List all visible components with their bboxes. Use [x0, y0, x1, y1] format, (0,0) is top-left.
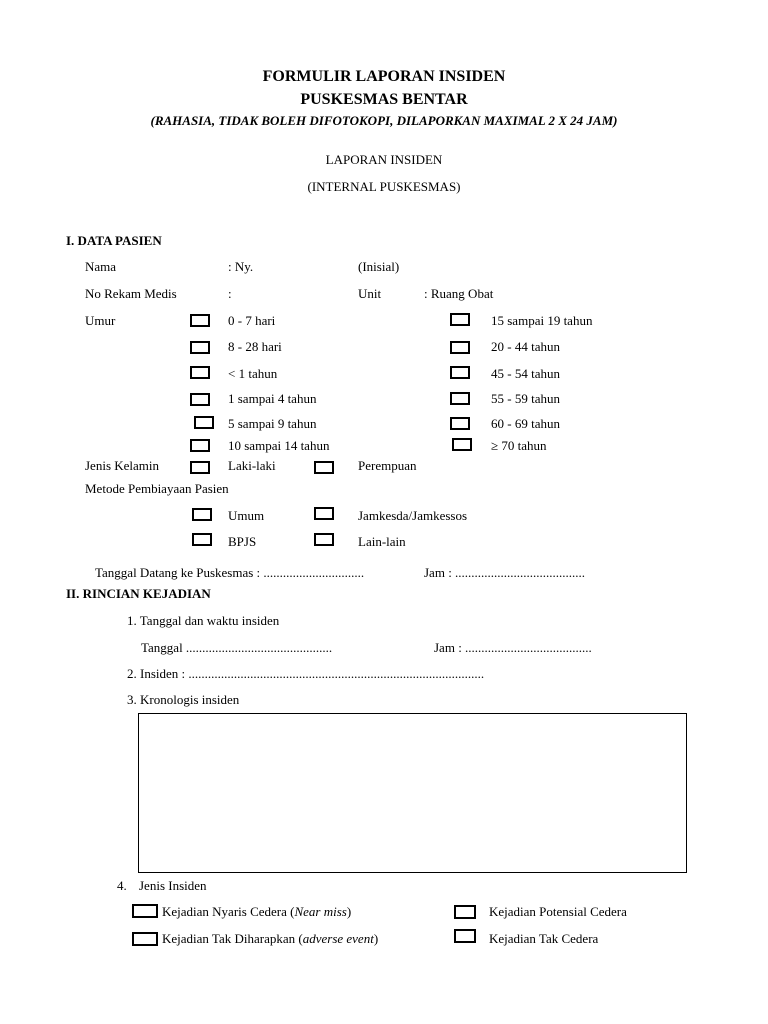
chronology-textbox[interactable] — [138, 713, 687, 873]
gender-label: Jenis Kelamin — [85, 458, 160, 473]
age-checkbox[interactable] — [190, 314, 210, 327]
rekam-medis-label: No Rekam Medis — [85, 286, 177, 301]
nama-label: Nama — [85, 259, 117, 274]
pay-lain-checkbox[interactable] — [314, 533, 334, 546]
age-option: 15 sampai 19 tahun — [491, 313, 593, 328]
item-1-label: 1. Tanggal dan waktu insiden — [127, 613, 280, 628]
gender-male-label: Laki-laki — [228, 458, 276, 473]
umur-label: Umur — [85, 313, 116, 328]
report-scope: (INTERNAL PUSKESMAS) — [307, 179, 461, 194]
payment-label: Metode Pembiayaan Pasien — [85, 481, 229, 496]
type-near-miss-label: Kejadian Nyaris Cedera (Near miss) — [162, 904, 352, 919]
incident-time-field[interactable]: Jam : ....................................... — [434, 640, 592, 655]
pay-jamkesda-checkbox[interactable] — [314, 507, 334, 520]
type-adverse-label: Kejadian Tak Diharapkan (adverse event) — [162, 931, 379, 946]
pay-bpjs-label: BPJS — [228, 534, 257, 549]
type-no-injury-checkbox[interactable] — [454, 929, 476, 943]
type-adverse-checkbox[interactable] — [132, 932, 158, 946]
form-subtitle: PUSKESMAS BENTAR — [300, 91, 468, 108]
section-rincian-kejadian: II. RINCIAN KEJADIAN — [66, 586, 211, 601]
gender-male-checkbox[interactable] — [190, 461, 210, 474]
incident-date-field[interactable]: Tanggal ............................................. — [141, 640, 333, 655]
item-4-label: Jenis Insiden — [139, 878, 207, 893]
item-4-number: 4. — [117, 878, 127, 893]
pay-lain-label: Lain-lain — [358, 534, 406, 549]
type-no-injury-label: Kejadian Tak Cedera — [489, 931, 599, 946]
age-checkbox[interactable] — [190, 341, 210, 354]
age-option: 0 - 7 hari — [228, 313, 276, 328]
type-potential-label: Kejadian Potensial Cedera — [489, 904, 627, 919]
rekam-medis-value: : — [228, 286, 232, 301]
pay-umum-checkbox[interactable] — [192, 508, 212, 521]
age-checkbox[interactable] — [450, 341, 470, 354]
arrival-time-field[interactable]: Jam : ........................................ — [424, 565, 586, 580]
unit-value: : Ruang Obat — [424, 286, 494, 301]
gender-female-checkbox[interactable] — [314, 461, 334, 474]
nama-value: : Ny. — [228, 259, 254, 274]
type-near-miss-checkbox[interactable] — [132, 904, 158, 918]
gender-female-label: Perempuan — [358, 458, 417, 473]
age-checkbox[interactable] — [452, 438, 472, 451]
form-title: FORMULIR LAPORAN INSIDEN — [262, 68, 506, 85]
age-option: 20 - 44 tahun — [491, 339, 560, 354]
age-checkbox[interactable] — [194, 416, 214, 429]
pay-jamkesda-label: Jamkesda/Jamkessos — [358, 508, 468, 523]
confidential-note: (RAHASIA, TIDAK BOLEH DIFOTOKOPI, DILAPORKAN MAXIMAL 2 X 24 JAM) — [150, 113, 618, 128]
age-checkbox[interactable] — [450, 392, 470, 405]
age-option: 10 sampai 14 tahun — [228, 438, 330, 453]
type-potential-checkbox[interactable] — [454, 905, 476, 919]
unit-label: Unit — [358, 286, 382, 301]
age-option: 60 - 69 tahun — [491, 416, 560, 431]
incident-field[interactable]: 2. Insiden : ........................................................................................... — [127, 666, 485, 681]
section-data-pasien: I. DATA PASIEN — [66, 233, 162, 248]
age-option: 45 - 54 tahun — [491, 366, 560, 381]
age-checkbox[interactable] — [450, 313, 470, 326]
age-option: 5 sampai 9 tahun — [228, 416, 317, 431]
age-option: ≥ 70 tahun — [491, 438, 547, 453]
arrival-date-field[interactable]: Tanggal Datang ke Puskesmas : ............................... — [95, 565, 365, 580]
age-checkbox[interactable] — [450, 366, 470, 379]
age-checkbox[interactable] — [190, 393, 210, 406]
age-option: < 1 tahun — [228, 366, 278, 381]
age-option: 55 - 59 tahun — [491, 391, 560, 406]
age-checkbox[interactable] — [190, 366, 210, 379]
inisial-label: (Inisial) — [358, 259, 400, 274]
age-option: 8 - 28 hari — [228, 339, 282, 354]
age-checkbox[interactable] — [450, 417, 470, 430]
pay-bpjs-checkbox[interactable] — [192, 533, 212, 546]
age-checkbox[interactable] — [190, 439, 210, 452]
item-3-label: 3. Kronologis insiden — [127, 692, 240, 707]
pay-umum-label: Umum — [228, 508, 265, 523]
age-option: 1 sampai 4 tahun — [228, 391, 317, 406]
report-heading: LAPORAN INSIDEN — [325, 152, 443, 167]
